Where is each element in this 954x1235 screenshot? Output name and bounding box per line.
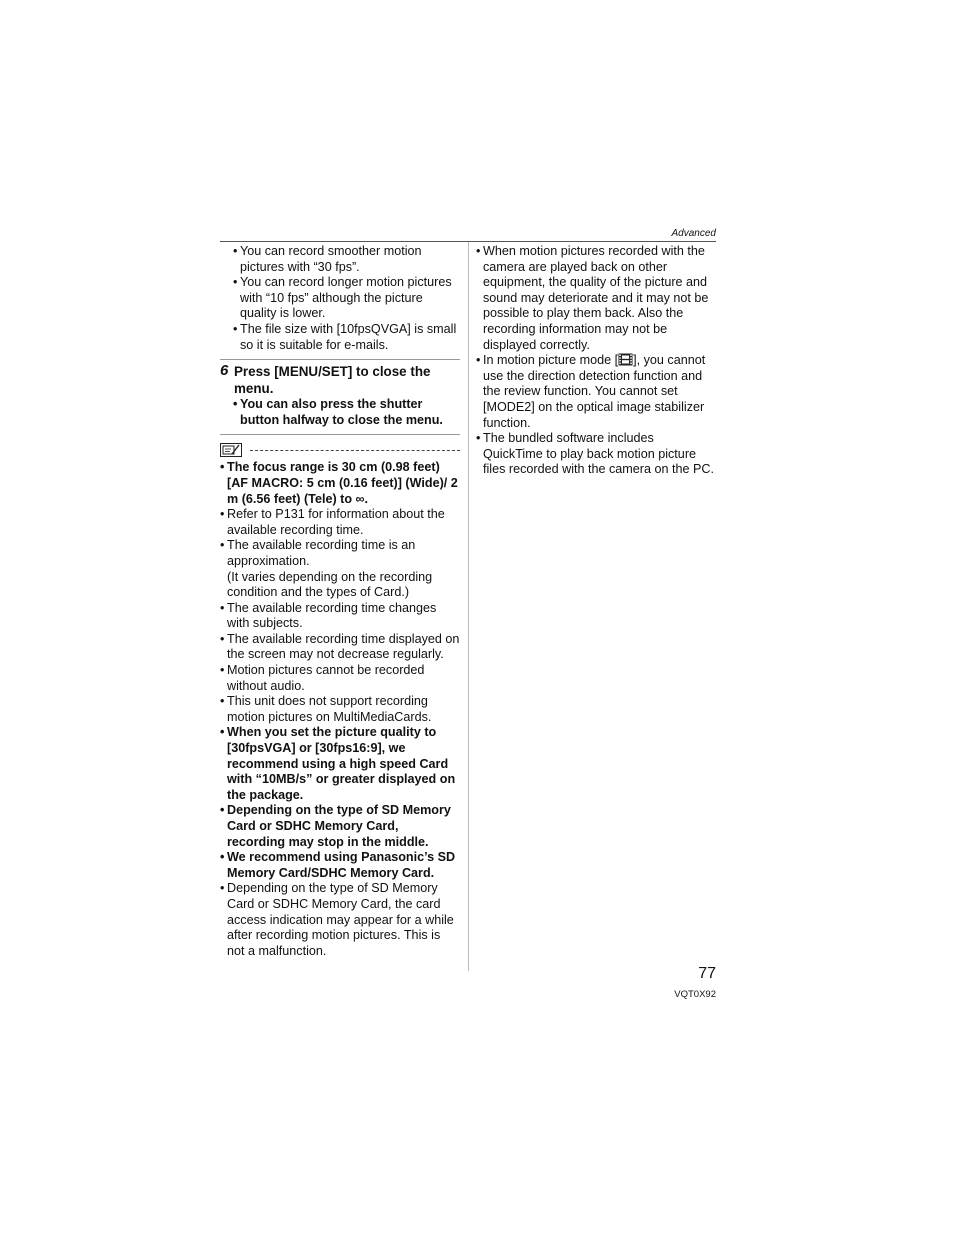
bullet-item: • When motion pictures recorded with the camera are played back on other equipment, the quality of the picture and sound may deteriorate and it may not be possible to play them back. Also the recording information may not be displayed correctly. [476, 244, 716, 353]
recording-rate-bullets [233, 244, 460, 353]
page-number: 77 [698, 965, 716, 982]
note-item: • We recommend using Panasonic’s SD Memory Card/SDHC Memory Card. [220, 850, 460, 881]
note-item: • This unit does not support recording motion pictures on MultiMediaCards. [220, 694, 460, 725]
note-header [220, 440, 460, 460]
bullet-item: • You can also press the shutter button halfway to close the menu. [233, 397, 460, 428]
note-item: • When you set the picture quality to [30fpsVGA] or [30fps16:9], we recommend using a high speed Card with “10MB/s” or greater displayed on the package. [220, 725, 460, 803]
notes-list [220, 460, 460, 959]
document-code: VQT0X92 [674, 989, 716, 1000]
bullet-item: • The bundled software includes QuickTime to play back motion picture files recorded with the camera on the PC. [476, 431, 716, 478]
column-divider [468, 242, 469, 971]
step-number: 6 [220, 362, 229, 380]
bullet-text-part: In motion picture mode [ [483, 353, 619, 368]
note-icon [220, 443, 242, 457]
note-item: • The available recording time displayed on the screen may not decrease regularly. [220, 632, 460, 663]
section-separator [220, 434, 460, 435]
bullet-item: • You can record smoother motion pictures with “30 fps”. [233, 244, 460, 275]
bullet-item: • You can record longer motion pictures with “10 fps” although the picture quality is lower. [233, 275, 460, 322]
note-item: • Depending on the type of SD Memory Card or SDHC Memory Card, recording may stop in the middle. [220, 803, 460, 850]
step-sub-bullets [233, 397, 460, 428]
right-column [476, 244, 716, 478]
step-title: Press [MENU/SET] to close the menu. [234, 364, 431, 397]
bullet-item [476, 353, 716, 431]
note-item: • Refer to P131 for information about the available recording time. [220, 507, 460, 538]
section-label: Advanced [671, 228, 716, 239]
step-instruction [220, 363, 460, 397]
note-dash-line [250, 450, 460, 451]
note-item: • Depending on the type of SD Memory Card or SDHC Memory Card, the card access indication may appear for a while after recording motion pictures. This is not a malfunction. [220, 881, 460, 959]
bullet-item: • The file size with [10fpsQVGA] is small so it is suitable for e-mails. [233, 322, 460, 353]
note-item: • The available recording time is an approximation. [220, 538, 460, 569]
note-item: • The focus range is 30 cm (0.98 feet) [AF MACRO: 5 cm (0.16 feet)] (Wide)/ 2 m (6.56 feet) (Tele) to ∞. [220, 460, 460, 507]
section-separator [220, 359, 460, 360]
motion-picture-mode-icon [618, 353, 633, 366]
bullet-text-part: ], you cannot use the direction detection function and the review function. You cannot set [MODE2] on the optical image stabilizer function. [483, 353, 706, 430]
note-item: • Motion pictures cannot be recorded without audio. [220, 663, 460, 694]
note-item: • The available recording time changes with subjects. [220, 601, 460, 632]
note-continuation: (It varies depending on the recording condition and the types of Card.) [227, 569, 433, 600]
left-column [220, 244, 460, 959]
